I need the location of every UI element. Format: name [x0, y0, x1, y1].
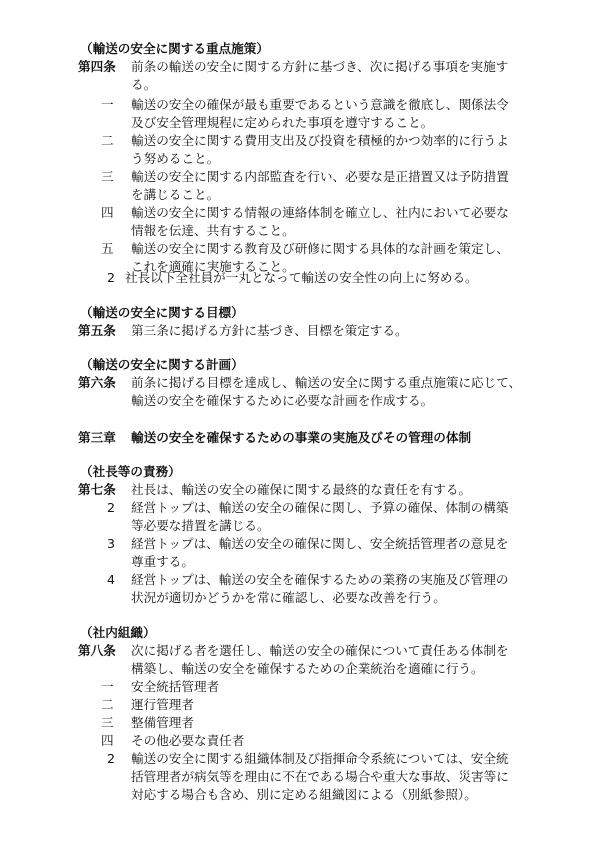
- article-4-item-5-line1: 輸送の安全に関する教育及び研修に関する具体的な計画を策定し、: [131, 241, 509, 256]
- article-8-paragraph-2-line2: 括管理者が病気等を理由に不在である場合や重大な事故、災害等に: [131, 769, 509, 784]
- article-5-text-line1: 第三条に掲げる方針に基づき、目標を策定する。: [131, 323, 408, 338]
- article-4-text-line2: る。: [131, 77, 157, 92]
- article-8-heading: （社内組織）: [80, 625, 156, 640]
- article-4-item-5-line2: これを適確に実施すること。: [131, 259, 295, 274]
- article-4-item-4-number: 四: [101, 205, 114, 220]
- chapter-3-number: 第三章: [78, 430, 116, 445]
- article-7-paragraph-3-line2: 尊重する。: [131, 554, 194, 569]
- chapter-3-title: 輸送の安全を確保するための事業の実施及びその管理の体制: [131, 430, 472, 445]
- article-4-item-4-line1: 輸送の安全に関する情報の連絡体制を確立し、社内において必要な: [131, 205, 509, 220]
- article-6-text-line1: 前条に掲げる目標を達成し、輸送の安全に関する重点施策に応じて、: [131, 375, 522, 390]
- article-4-item-2-line1: 輸送の安全に関する費用支出及び投資を積極的かつ効率的に行うよ: [131, 133, 509, 148]
- article-4-item-1-line2: 及び安全管理規程に定められた事項を遵守すること。: [131, 115, 434, 130]
- article-7-paragraph-3-number: 3: [107, 536, 116, 551]
- article-7-paragraph-4-line1: 経営トップは、輸送の安全を確保するための業務の実施及び管理の: [131, 572, 509, 587]
- article-4-item-2-number: 二: [101, 133, 114, 148]
- article-4-item-3-number: 三: [101, 169, 114, 184]
- article-4-item-1-number: 一: [101, 97, 114, 112]
- article-4-item-4-line2: 情報を伝達、共有すること。: [131, 223, 295, 238]
- article-8-item-2-text: 運行管理者: [131, 697, 194, 712]
- article-6-heading: （輸送の安全に関する計画）: [80, 357, 244, 372]
- article-5-number: 第五条: [78, 323, 116, 338]
- article-8-text-line2: 構築し、輸送の安全を確保するための企業統治を適確に行う。: [131, 661, 484, 676]
- article-7-heading: （社長等の責務）: [80, 464, 181, 479]
- article-4-item-3-line1: 輸送の安全に関する内部監査を行い、必要な是正措置又は予防措置: [131, 169, 509, 184]
- article-4-text-line1: 前条の輸送の安全に関する方針に基づき、次に掲げる事項を実施す: [131, 59, 509, 74]
- article-8-text-line1: 次に掲げる者を選任し、輸送の安全の確保について責任ある体制を: [131, 643, 509, 658]
- article-7-paragraph-2-line2: 等必要な措置を講じる。: [131, 518, 270, 533]
- article-6-number: 第六条: [78, 375, 116, 390]
- article-8-item-4-number: 四: [101, 733, 114, 748]
- article-8-item-2-number: 二: [101, 697, 114, 712]
- article-4-paragraph-2-text: 社長以下全社員が一丸となって輸送の安全性の向上に努める。: [125, 270, 478, 285]
- article-4-paragraph-2-number: 2: [107, 270, 116, 285]
- article-7-paragraph-2-line1: 経営トップは、輸送の安全の確保に関し、予算の確保、体制の構築: [131, 500, 509, 515]
- article-6-text-line2: 輸送の安全を確保するために必要な計画を作成する。: [131, 393, 434, 408]
- article-7-paragraph-3-line1: 経営トップは、輸送の安全の確保に関し、安全統括管理者の意見を: [131, 536, 509, 551]
- article-4-number: 第四条: [78, 59, 116, 74]
- article-4-item-5-number: 五: [101, 241, 114, 256]
- article-8-item-3-number: 三: [101, 715, 114, 730]
- article-7-number: 第七条: [78, 482, 116, 497]
- article-8-paragraph-2-line1: 輸送の安全に関する組織体制及び指揮命令系統については、安全統: [131, 751, 509, 766]
- article-5-heading: （輸送の安全に関する目標）: [80, 305, 244, 320]
- article-7-text-line1: 社長は、輸送の安全の確保に関する最終的な責任を有する。: [131, 482, 472, 497]
- article-7-paragraph-4-number: 4: [107, 572, 116, 587]
- article-8-item-4-text: その他必要な責任者: [131, 733, 245, 748]
- article-4-item-1-line1: 輸送の安全の確保が最も重要であるという意識を徹底し、関係法令: [131, 97, 509, 112]
- article-8-number: 第八条: [78, 643, 116, 658]
- article-7-paragraph-2-number: 2: [107, 500, 116, 515]
- article-8-paragraph-2-line3: 対応する場合も含め、別に定める組織図による（別紙参照）。: [131, 787, 477, 802]
- article-4-item-3-line2: を講じること。: [131, 187, 220, 202]
- article-8-item-1-text: 安全統括管理者: [131, 679, 220, 694]
- article-8-item-1-number: 一: [101, 679, 114, 694]
- article-8-item-3-text: 整備管理者: [131, 715, 194, 730]
- article-8-paragraph-2-number: 2: [107, 751, 116, 766]
- article-4-item-2-line2: う努めること。: [131, 151, 220, 166]
- article-7-paragraph-4-line2: 状況が適切かどうかを常に確認し、必要な改善を行う。: [131, 590, 446, 605]
- article-4-heading: （輸送の安全に関する重点施策）: [80, 41, 269, 56]
